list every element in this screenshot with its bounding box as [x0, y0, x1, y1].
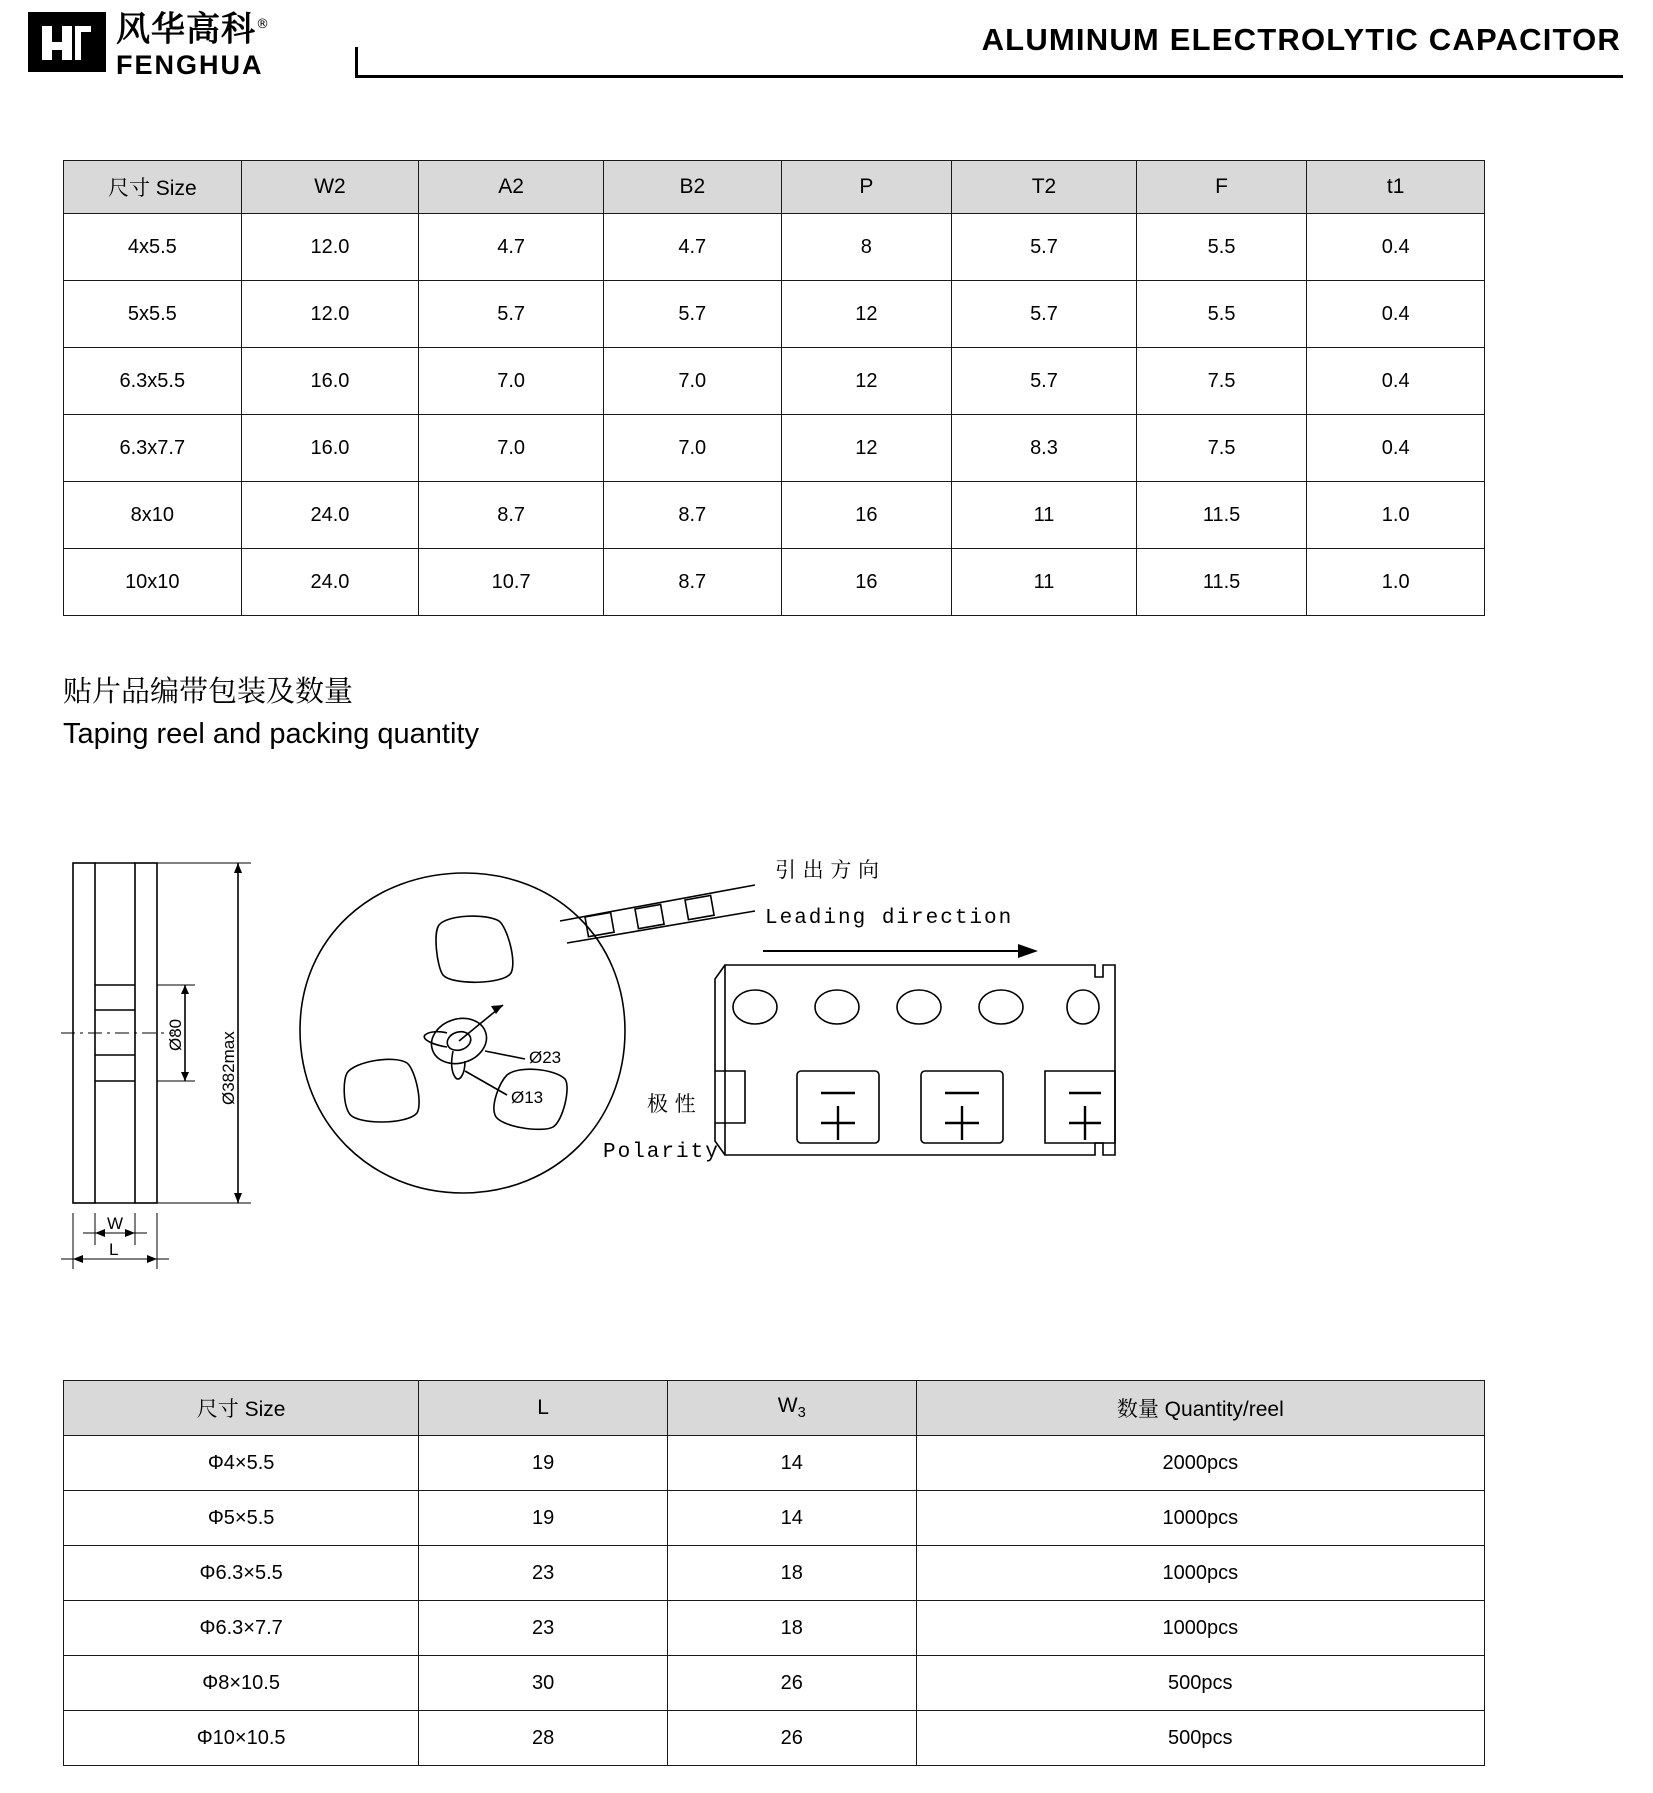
cell-quantity: 1000pcs — [916, 1546, 1484, 1601]
cell-w3: 14 — [667, 1436, 916, 1491]
cell-a2: 7.0 — [419, 415, 604, 482]
page-header — [0, 0, 1653, 92]
col-header-a2: A2 — [419, 161, 604, 214]
cell-w3: 18 — [667, 1546, 916, 1601]
col-header-w3: $W_3$ — [667, 1381, 916, 1436]
svg-text:Ø13: Ø13 — [511, 1088, 544, 1107]
section-heading-cn: 贴片品编带包装及数量 — [63, 674, 354, 708]
packing-table — [63, 1380, 1485, 1766]
cell-w3: 26 — [667, 1656, 916, 1711]
cell-w2: 24.0 — [241, 482, 419, 549]
cell-size: Φ5×5.5 — [64, 1491, 419, 1546]
cell-l: 28 — [419, 1711, 668, 1766]
cell-b2: 5.7 — [603, 281, 781, 348]
registered-mark-icon: ® — [256, 17, 270, 32]
cell-a2: 10.7 — [419, 549, 604, 616]
table-row — [64, 1656, 1485, 1711]
cell-f: 11.5 — [1136, 549, 1307, 616]
cell-p: 12 — [781, 281, 952, 348]
cell-w2: 16.0 — [241, 415, 419, 482]
cell-w2: 24.0 — [241, 549, 419, 616]
dimension-w-l — [61, 1213, 169, 1269]
cell-a2: 5.7 — [419, 281, 604, 348]
cell-l: 19 — [419, 1436, 668, 1491]
col-header-t1: t1 — [1307, 161, 1485, 214]
table-row — [64, 214, 1485, 281]
table-row — [64, 549, 1485, 616]
cell-f: 5.5 — [1136, 281, 1307, 348]
dimension-table — [63, 160, 1485, 616]
cell-w2: 12.0 — [241, 281, 419, 348]
cell-l: 23 — [419, 1601, 668, 1656]
cell-t2: 8.3 — [952, 415, 1137, 482]
cell-b2: 7.0 — [603, 415, 781, 482]
packing-table-container — [63, 1380, 1485, 1766]
reel-side-view — [61, 863, 173, 1203]
table-row — [64, 281, 1485, 348]
col-header-size: 尺寸 Size — [64, 161, 242, 214]
cell-size: 8x10 — [64, 482, 242, 549]
cell-w2: 12.0 — [241, 214, 419, 281]
cell-quantity: 1000pcs — [916, 1491, 1484, 1546]
cell-w3: 14 — [667, 1491, 916, 1546]
table-row — [64, 348, 1485, 415]
cell-b2: 4.7 — [603, 214, 781, 281]
cell-a2: 7.0 — [419, 348, 604, 415]
cell-t2: 5.7 — [952, 348, 1137, 415]
cell-t1: 0.4 — [1307, 214, 1485, 281]
col-header-l: L — [419, 1381, 668, 1436]
cell-t2: 5.7 — [952, 214, 1137, 281]
cell-p: 12 — [781, 348, 952, 415]
cell-f: 7.5 — [1136, 415, 1307, 482]
brand-name-en: FENGHUA — [116, 50, 264, 81]
cell-t1: 1.0 — [1307, 482, 1485, 549]
page-title: ALUMINUM ELECTROLYTIC CAPACITOR — [981, 22, 1621, 57]
cell-w3: 26 — [667, 1711, 916, 1766]
cell-b2: 8.7 — [603, 482, 781, 549]
leading-direction-en: Leading direction — [765, 907, 1014, 930]
cell-size: Φ6.3×5.5 — [64, 1546, 419, 1601]
cell-a2: 8.7 — [419, 482, 604, 549]
col-header-quantity: 数量 Quantity/reel — [916, 1381, 1484, 1436]
cell-p: 12 — [781, 415, 952, 482]
cell-p: 16 — [781, 482, 952, 549]
cell-size: 5x5.5 — [64, 281, 242, 348]
cell-l: 30 — [419, 1656, 668, 1711]
cell-quantity: 500pcs — [916, 1711, 1484, 1766]
header-divider — [355, 75, 1623, 78]
cell-p: 16 — [781, 549, 952, 616]
cell-p: 8 — [781, 214, 952, 281]
cell-t1: 0.4 — [1307, 348, 1485, 415]
table-header-row — [64, 161, 1485, 214]
svg-text:Ø80: Ø80 — [166, 1018, 185, 1051]
cell-b2: 7.0 — [603, 348, 781, 415]
section-heading — [63, 670, 479, 756]
cell-size: 6.3x7.7 — [64, 415, 242, 482]
col-header-f: F — [1136, 161, 1307, 214]
cell-t2: 11 — [952, 549, 1137, 616]
cell-l: 23 — [419, 1546, 668, 1601]
brand-name-cn: 风华高科® — [116, 9, 270, 50]
polarity-label-en: Polarity — [603, 1141, 720, 1164]
cell-f: 11.5 — [1136, 482, 1307, 549]
table-row — [64, 415, 1485, 482]
cell-size: Φ4×5.5 — [64, 1436, 419, 1491]
cell-quantity: 2000pcs — [916, 1436, 1484, 1491]
cell-quantity: 500pcs — [916, 1656, 1484, 1711]
section-heading-en: Taping reel and packing quantity — [63, 718, 479, 750]
table-row — [64, 1436, 1485, 1491]
cell-f: 7.5 — [1136, 348, 1307, 415]
cell-size: Φ10×10.5 — [64, 1711, 419, 1766]
header-divider-tick — [355, 47, 358, 78]
cell-l: 19 — [419, 1491, 668, 1546]
col-header-size: 尺寸 Size — [64, 1381, 419, 1436]
cell-t2: 11 — [952, 482, 1137, 549]
cell-t2: 5.7 — [952, 281, 1137, 348]
carrier-tape-view — [715, 965, 1115, 1155]
cell-quantity: 1000pcs — [916, 1601, 1484, 1656]
polarity-label-cn: 极 性 — [647, 1092, 696, 1116]
brand-logo — [28, 6, 270, 80]
table-row — [64, 1601, 1485, 1656]
svg-text:W: W — [107, 1214, 124, 1233]
cell-t1: 1.0 — [1307, 549, 1485, 616]
brand-wordmark — [116, 6, 270, 80]
taping-reel-diagram — [55, 855, 1385, 1325]
dimension-table-container — [63, 160, 1485, 616]
cell-size: 6.3x5.5 — [64, 348, 242, 415]
cell-t1: 0.4 — [1307, 415, 1485, 482]
fenghua-logo-icon — [28, 12, 106, 72]
svg-text:L: L — [109, 1240, 119, 1259]
table-header-row — [64, 1381, 1485, 1436]
table-row — [64, 1546, 1485, 1601]
cell-size: Φ6.3×7.7 — [64, 1601, 419, 1656]
table-row — [64, 1711, 1485, 1766]
table-row — [64, 482, 1485, 549]
cell-size: 10x10 — [64, 549, 242, 616]
col-header-t2: T2 — [952, 161, 1137, 214]
col-header-b2: B2 — [603, 161, 781, 214]
cell-f: 5.5 — [1136, 214, 1307, 281]
cell-t1: 0.4 — [1307, 281, 1485, 348]
svg-text:Ø23: Ø23 — [529, 1048, 562, 1067]
cell-w2: 16.0 — [241, 348, 419, 415]
col-header-w2: W2 — [241, 161, 419, 214]
cell-b2: 8.7 — [603, 549, 781, 616]
cell-a2: 4.7 — [419, 214, 604, 281]
table-row — [64, 1491, 1485, 1546]
cell-size: Φ8×10.5 — [64, 1656, 419, 1711]
cell-size: 4x5.5 — [64, 214, 242, 281]
svg-text:Ø382max: Ø382max — [219, 1031, 238, 1105]
cell-w3: 18 — [667, 1601, 916, 1656]
leading-direction-cn: 引 出 方 向 — [775, 858, 880, 882]
col-header-p: P — [781, 161, 952, 214]
